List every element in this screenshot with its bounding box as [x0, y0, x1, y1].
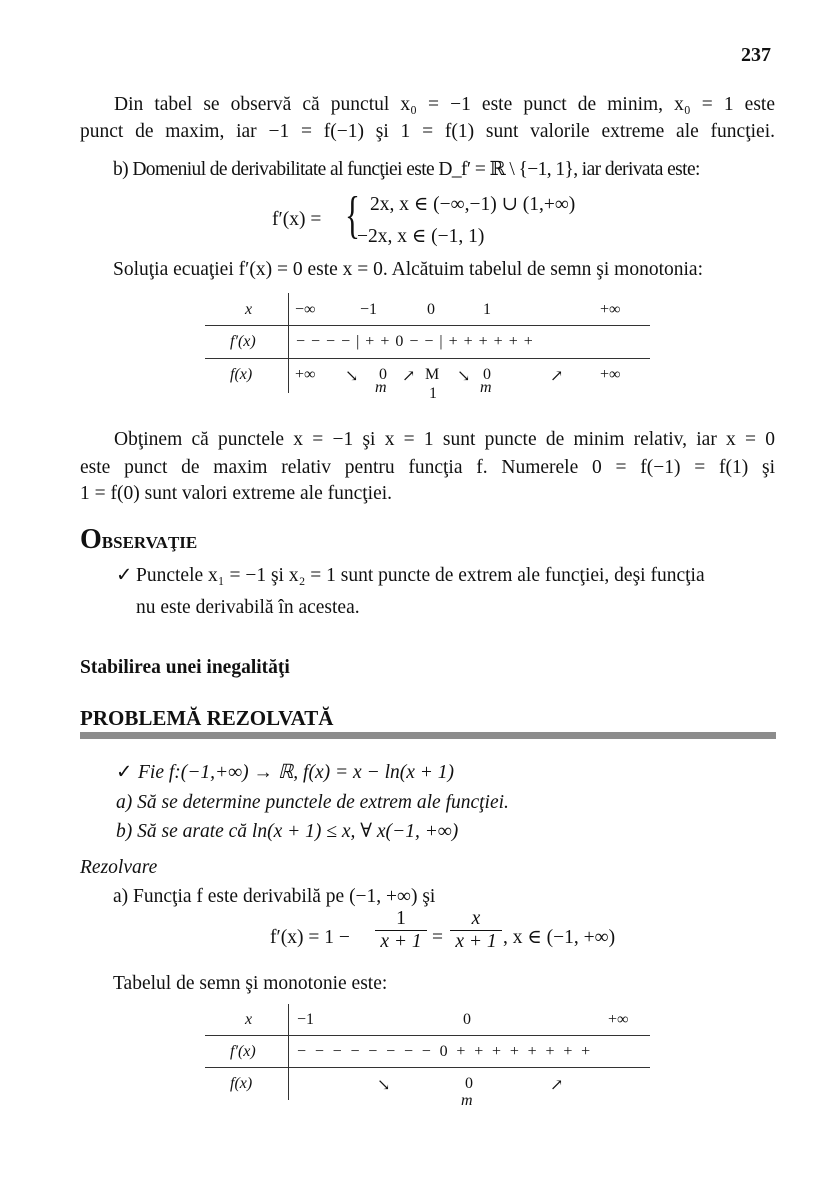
domain: , x ∈ (−1, +∞) — [503, 927, 616, 948]
denominator: x + 1 — [450, 930, 502, 953]
observation-line: Punctele x₁ = −1 şi x₂ = 1 sunt puncte de extrem ale funcţiei, deşi funcţia — [136, 565, 705, 586]
arrow: ↗ — [550, 368, 564, 385]
paragraph-line: b) Domeniul de derivabilitate al funcţiei este D_f′ = ℝ \ {−1, 1}, iar derivata este: — [113, 159, 700, 180]
page-number: 237 — [741, 44, 771, 66]
f-sub: m — [461, 1092, 473, 1109]
f-sub: m — [480, 379, 492, 396]
checkmark-icon: ✓ — [116, 565, 133, 586]
arrow: ↗ — [550, 1077, 564, 1094]
f-value: M — [425, 366, 440, 383]
x-value: −1 — [360, 301, 378, 318]
x-value: 0 — [463, 1011, 471, 1028]
denominator: x + 1 — [375, 930, 427, 953]
numerator: 1 — [396, 908, 406, 929]
problem-part-a: a) Să se determine punctele de extrem ale funcţiei. — [116, 792, 509, 813]
problem-part-b: b) Să se arate că ln(x + 1) ≤ x, ∀ x(−1, +∞) — [116, 821, 459, 842]
paragraph-line: este punct de maxim relativ pentru funcţia f. Numerele 0 = f(−1) = f(1) şi — [80, 457, 775, 478]
section-heading: Stabilirea unei inegalităţi — [80, 657, 290, 678]
sign-row: − − − − − − − − 0 + + + + + + + + — [297, 1043, 593, 1060]
sign-row: − − − − | + + 0 − − | + + + + + + — [296, 333, 534, 350]
fraction — [375, 908, 427, 953]
paragraph-line: 1 = f(0) sunt valori extreme ale funcţiei. — [80, 483, 393, 504]
brace-symbol: { — [344, 187, 360, 244]
arrow: ↘ — [345, 368, 359, 385]
equals: = — [432, 927, 443, 948]
sign-table-1 — [205, 293, 650, 402]
row-label: f(x) — [230, 1075, 253, 1092]
arrow: ↘ — [457, 368, 471, 385]
paragraph-line: Soluţia ecuaţiei f′(x) = 0 este x = 0. Alcătuim tabelul de semn şi monotonia: — [113, 259, 704, 280]
paragraph-line: Obţinem că punctele x = −1 şi x = 1 sunt puncte de minim relativ, iar x = 0 — [114, 429, 775, 450]
x-value: −1 — [297, 1011, 315, 1028]
row-label: f′(x) — [230, 333, 256, 350]
x-value: −∞ — [295, 301, 316, 318]
derivative-lhs: f′(x) = 1 − — [270, 927, 350, 948]
piecewise-case: 2x, x ∈ (−∞,−1) ∪ (1,+∞) — [370, 194, 576, 215]
f-value: 0 — [379, 366, 387, 383]
f-value: +∞ — [600, 366, 621, 383]
problem-heading: PROBLEMĂ REZOLVATĂ — [80, 706, 334, 730]
checkmark-icon: ✓ — [116, 762, 133, 783]
numerator: x — [471, 908, 481, 929]
solution-line: a) Funcţia f este derivabilă pe (−1, +∞) şi — [113, 886, 436, 907]
x-value: +∞ — [600, 301, 621, 318]
solution-label: Rezolvare — [80, 857, 158, 878]
title-initial: O — [80, 524, 102, 555]
row-label: f(x) — [230, 366, 253, 383]
title-rest: BSERVAŢIE — [101, 533, 198, 552]
arrow: ↘ — [377, 1077, 391, 1094]
derivative-lhs: f′(x) = — [272, 209, 322, 230]
row-label: f′(x) — [230, 1043, 256, 1060]
f-value: 0 — [465, 1075, 473, 1092]
fraction — [450, 908, 502, 953]
row-label: x — [245, 1011, 253, 1028]
piecewise-case: −2x, x ∈ (−1, 1) — [357, 226, 485, 247]
observation-title — [80, 524, 198, 555]
f-value: 0 — [483, 366, 491, 383]
x-value: +∞ — [608, 1011, 629, 1028]
f-sub: m — [375, 379, 387, 396]
f-value: +∞ — [295, 366, 316, 383]
sign-table-2 — [205, 1004, 650, 1109]
row-label: x — [245, 301, 253, 318]
x-value: 0 — [427, 301, 435, 318]
problem-statement: Fie f:(−1,+∞) → ℝ, f(x) = x − ln(x + 1) — [138, 762, 455, 783]
x-value: 1 — [483, 301, 491, 318]
heading-underline-bar — [80, 732, 776, 739]
observation-line: nu este derivabilă în acestea. — [136, 597, 360, 618]
paragraph-line: Din tabel se observă că punctul x₀ = −1 este punct de minim, x₀ = 1 este — [114, 94, 775, 115]
arrow: ↗ — [402, 368, 416, 385]
solution-line: Tabelul de semn şi monotonie este: — [113, 973, 388, 994]
paragraph-line: punct de maxim, iar −1 = f(−1) şi 1 = f(1) sunt valorile extreme ale funcţiei. — [80, 121, 775, 142]
f-sub: 1 — [429, 385, 437, 402]
